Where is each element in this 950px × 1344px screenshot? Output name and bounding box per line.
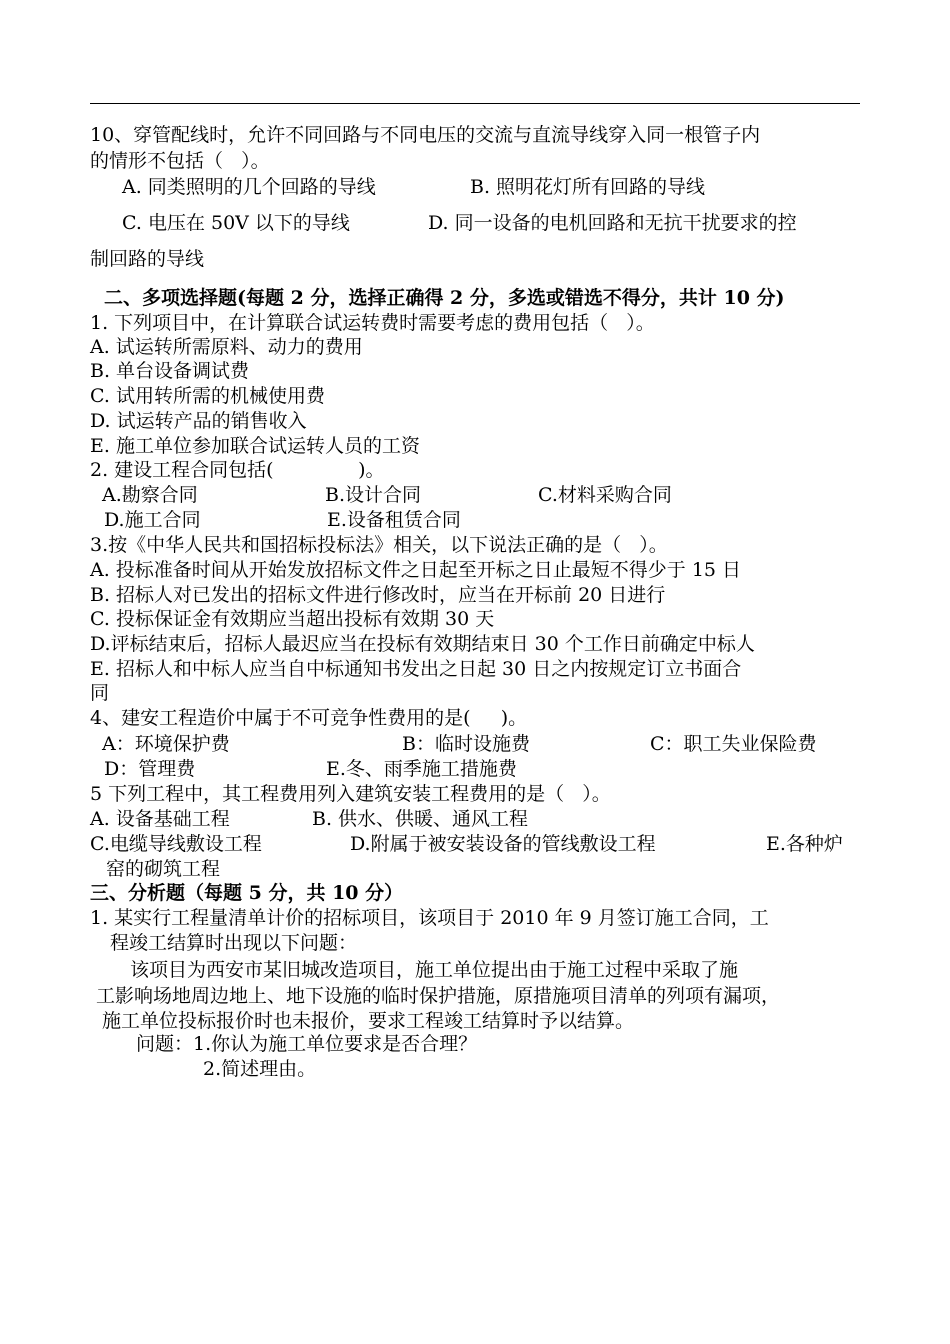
s2-q2-option-d: D.施工合同 [104,509,201,531]
q10-stem-line2: 的情形不包括（ ）。 [90,150,270,172]
s2-q1-option-c: C. 试用转所需的机械使用费 [90,385,325,407]
s2-q3-option-a: A. 投标准备时间从开始发放招标文件之日起至开标之日止最短不得少于 15 日 [90,559,742,581]
s2-q4-option-c: C：职工失业保险费 [650,733,817,755]
s2-q3-option-e: E. 招标人和中标人应当自中标通知书发出之日起 30 日之内按规定订立书面合 [90,658,742,680]
s3-q1-para-line2: 工影响场地周边地上、地下设施的临时保护措施，原措施项目清单的列项有漏项， [96,985,781,1007]
q10-stem-line1: 10、穿管配线时，允许不同回路与不同电压的交流与直流导线穿入同一根管子内 [90,124,761,146]
s2-q5-option-e: E.各种炉 [766,833,843,855]
s2-q4-option-d: D：管理费 [104,758,196,780]
s2-q4-stem: 4、建安工程造价中属于不可竞争性费用的是( )。 [90,707,528,729]
s2-q3-option-e-cont: 同 [90,682,110,704]
s3-q1-question-2: 2.简述理由。 [203,1058,317,1080]
s2-q3-option-c: C. 投标保证金有效期应当超出投标有效期 30 天 [90,608,495,630]
s2-q2-option-e: E.设备租赁合同 [327,509,461,531]
s2-q1-stem: 1. 下列项目中，在计算联合试运转费时需要考虑的费用包括（ ）。 [90,312,655,334]
s3-q1-para-line3: 施工单位投标报价时也未报价，要求工程竣工结算时予以结算。 [102,1010,635,1032]
s2-q2-option-a: A.勘察合同 [102,484,198,506]
s3-q1-stem-line1: 1. 某实行工程量清单计价的招标项目，该项目于 2010 年 9 月签订施工合同，工 [90,907,769,929]
s2-q5-option-d: D.附属于被安装设备的管线敷设工程 [350,833,656,855]
s2-q4-option-e: E.冬、雨季施工措施费 [326,758,517,780]
s2-q5-option-b: B. 供水、供暖、通风工程 [312,808,529,830]
header-rule [90,103,860,104]
section2-title: 二、多项选择题(每题 2 分，选择正确得 2 分，多选或错选不得分，共计 10 分) [104,287,785,309]
s3-q1-para-line1: 该项目为西安市某旧城改造项目，施工单位提出由于施工过程中采取了施 [130,959,739,981]
s2-q5-option-e-cont: 窑的砌筑工程 [106,858,221,880]
s2-q4-option-b: B：临时设施费 [402,733,530,755]
q10-option-d-cont: 制回路的导线 [90,248,205,270]
s2-q1-option-a: A. 试运转所需原料、动力的费用 [90,336,363,358]
section3-title: 三、分析题（每题 5 分，共 10 分） [90,882,404,904]
s2-q1-option-d: D. 试运转产品的销售收入 [90,410,307,432]
q10-option-c: C. 电压在 50V 以下的导线 [122,212,350,234]
s3-q1-question-1: 问题：1.你认为施工单位要求是否合理？ [136,1033,478,1055]
s2-q1-option-b: B. 单台设备调试费 [90,360,250,382]
s2-q5-stem: 5 下列工程中，其工程费用列入建筑安装工程费用的是（ ）。 [90,783,611,805]
q10-option-a: A. 同类照明的几个回路的导线 [122,176,376,198]
s2-q3-option-d: D.评标结束后，招标人最迟应当在投标有效期结束日 30 个工作日前确定中标人 [90,633,755,655]
q10-option-d: D. 同一设备的电机回路和无抗干扰要求的控 [428,212,797,234]
s2-q5-option-c: C.电缆导线敷设工程 [90,833,262,855]
s2-q3-stem: 3.按《中华人民共和国招标投标法》相关，以下说法正确的是（ ）。 [90,534,668,556]
s2-q2-option-b: B.设计合同 [325,484,422,506]
s2-q2-option-c: C.材料采购合同 [538,484,672,506]
s2-q3-option-b: B. 招标人对已发出的招标文件进行修改时，应当在开标前 20 日进行 [90,584,666,606]
s2-q5-option-a: A. 设备基础工程 [90,808,230,830]
s2-q1-option-e: E. 施工单位参加联合试运转人员的工资 [90,435,420,457]
s2-q4-option-a: A：环境保护费 [102,733,230,755]
s3-q1-stem-line2: 程竣工结算时出现以下问题： [110,932,358,954]
q10-option-b: B. 照明花灯所有回路的导线 [470,176,706,198]
s2-q2-stem: 2. 建设工程合同包括( )。 [90,459,385,481]
